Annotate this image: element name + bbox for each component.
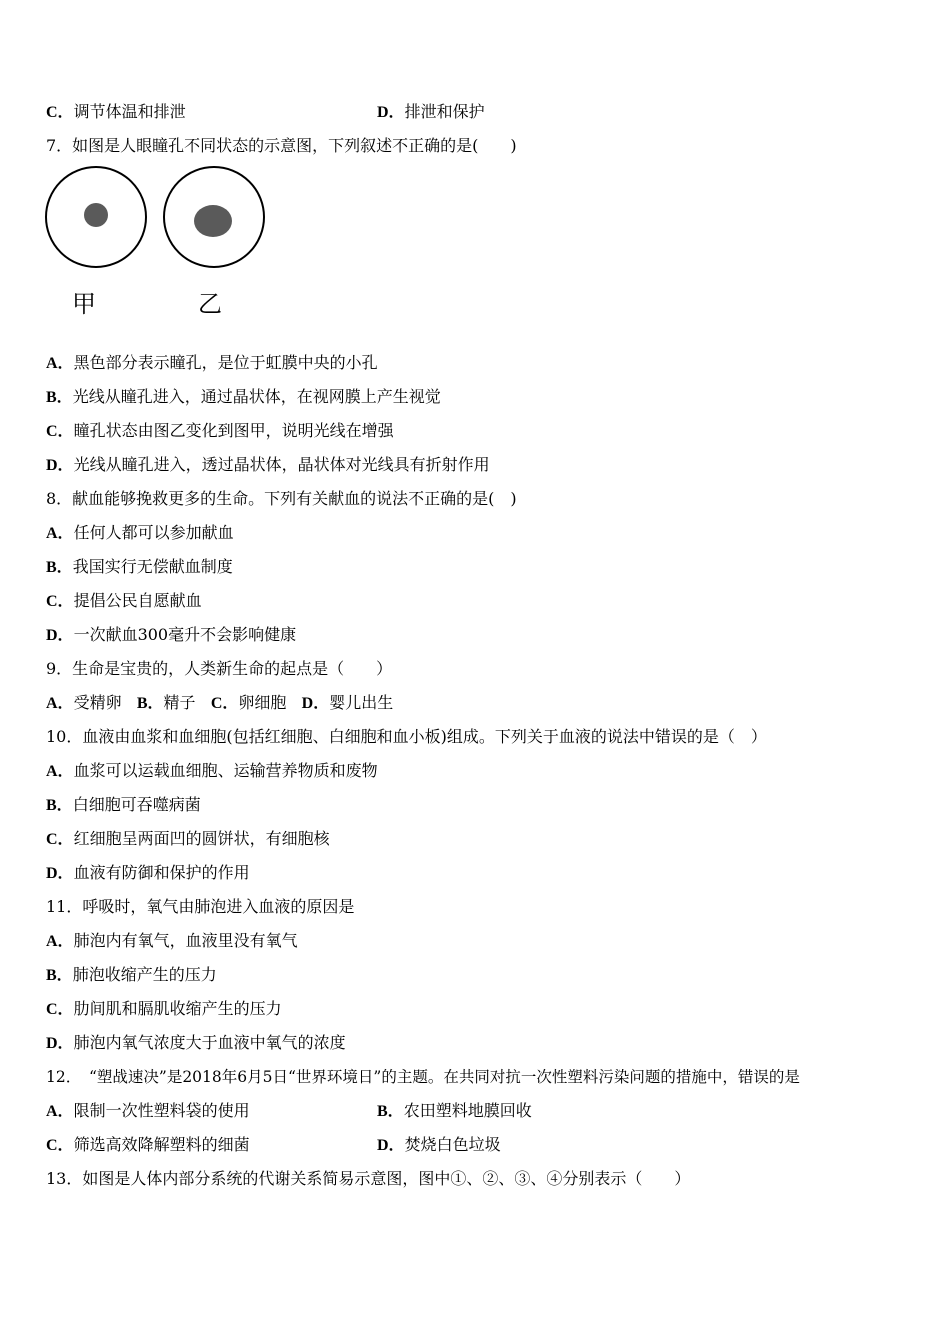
option-text: 红细胞呈两面凹的圆饼状，有细胞核 [73, 829, 330, 848]
q9-options-row [46, 693, 393, 714]
q10-stem: 10．血液由血浆和血细胞(包括红细胞、白细胞和血小板)组成。下列关于血液的说法中错误的是（ ） [46, 727, 767, 746]
option-text: 调节体温和排泄 [73, 102, 186, 121]
option-text: 肋间肌和膈肌收缩产生的压力 [73, 999, 282, 1018]
option-label: D． [377, 1137, 405, 1154]
q10-option-d [46, 863, 250, 884]
option-text: 限制一次性塑料袋的使用 [73, 1101, 250, 1120]
pupil-yi [194, 205, 232, 237]
q7-option-d [46, 455, 490, 476]
q11-stem: 11．呼吸时，氧气由肺泡进入血液的原因是 [46, 897, 355, 916]
q10-option-a [46, 761, 378, 782]
q10-option-c [46, 829, 330, 850]
option-label: A． [46, 763, 74, 780]
option-text: 光线从瞳孔进入，透过晶状体，晶状体对光线具有折射作用 [73, 455, 490, 474]
q12-option-b [377, 1101, 532, 1122]
option-label: A． [46, 355, 74, 372]
option-text: 肺泡内氧气浓度大于血液中氧气的浓度 [73, 1033, 346, 1052]
q8-option-a [46, 523, 234, 544]
option-label: C． [210, 695, 239, 712]
option-label: A． [46, 933, 74, 950]
option-text: 筛选高效降解塑料的细菌 [73, 1135, 250, 1154]
option-text: 婴儿出生 [329, 693, 394, 712]
q12-option-d [377, 1135, 501, 1156]
option-text: 血浆可以运载血细胞、运输营养物质和废物 [73, 761, 378, 780]
q8-option-c [46, 591, 202, 612]
option-label: A． [46, 1103, 74, 1120]
q8-option-b [46, 557, 233, 578]
option-text: 血液有防御和保护的作用 [73, 863, 250, 882]
option-label: B． [377, 1103, 404, 1120]
option-text: 光线从瞳孔进入，通过晶状体，在视网膜上产生视觉 [72, 387, 441, 406]
option-label: D． [301, 695, 330, 712]
q12-stem: 12． “塑战速决”是2018年6月5日“世界环境日”的主题。在共同对抗一次性塑料污染问题的措施中，错误的是 [46, 1068, 800, 1086]
option-label: B． [46, 389, 73, 406]
option-label: B． [46, 797, 73, 814]
q7-option-a [46, 353, 378, 374]
option-label: B． [46, 559, 73, 576]
figure-label-yi: 乙 [198, 290, 222, 318]
option-text: 一次献血300毫升不会影响健康 [73, 625, 297, 644]
option-label: C． [46, 831, 74, 848]
option-text: 肺泡收缩产生的压力 [72, 965, 217, 984]
option-text: 瞳孔状态由图乙变化到图甲，说明光线在增强 [73, 421, 394, 440]
q6-option-c [46, 102, 186, 123]
option-label: D． [46, 627, 74, 644]
option-text: 我国实行无偿献血制度 [72, 557, 233, 576]
q7-option-b [46, 387, 441, 408]
figure-label-jia: 甲 [72, 290, 96, 318]
option-label: A． [46, 525, 74, 542]
option-label: B． [46, 967, 73, 984]
q8-stem: 8．献血能够挽救更多的生命。下列有关献血的说法不正确的是( ) [46, 489, 517, 508]
option-text: 卵细胞 [238, 693, 287, 712]
option-label: C． [46, 1137, 74, 1154]
option-label: C． [46, 423, 74, 440]
option-text: 任何人都可以参加献血 [73, 523, 234, 542]
option-label: D． [46, 865, 74, 882]
q13-stem: 13．如图是人体内部分系统的代谢关系简易示意图，图中①、②、③、④分别表示（ ） [46, 1169, 691, 1188]
option-label: C． [46, 593, 74, 610]
q9-stem: 9．生命是宝贵的，人类新生命的起点是（ ） [46, 659, 393, 678]
option-text: 肺泡内有氧气，血液里没有氧气 [73, 931, 298, 950]
q7-stem: 7．如图是人眼瞳孔不同状态的示意图，下列叙述不正确的是( ) [46, 136, 517, 155]
pupil-jia [84, 203, 108, 227]
option-label: D． [46, 457, 74, 474]
option-label: D． [46, 1035, 74, 1052]
option-text: 受精卵 [73, 693, 122, 712]
q6-option-d [377, 102, 485, 123]
option-label: D． [377, 104, 405, 121]
option-text: 精子 [163, 693, 196, 712]
option-text: 白细胞可吞噬病菌 [72, 795, 201, 814]
q11-option-b [46, 965, 217, 986]
q10-option-b [46, 795, 201, 816]
q8-option-d [46, 625, 296, 646]
q11-option-c [46, 999, 282, 1020]
option-text: 黑色部分表示瞳孔，是位于虹膜中央的小孔 [73, 353, 378, 372]
option-text: 提倡公民自愿献血 [73, 591, 202, 610]
q12-option-c [46, 1135, 250, 1156]
option-label: C． [46, 104, 74, 121]
option-text: 焚烧白色垃圾 [404, 1135, 501, 1154]
q11-option-d [46, 1033, 346, 1054]
q7-option-c [46, 421, 394, 442]
q11-option-a [46, 931, 298, 952]
pupil-figure [40, 160, 280, 280]
option-text: 排泄和保护 [404, 102, 485, 121]
q12-option-a [46, 1101, 250, 1122]
option-label: C． [46, 1001, 74, 1018]
option-label: B． [136, 695, 164, 712]
option-text: 农田塑料地膜回收 [403, 1101, 532, 1120]
option-label: A． [46, 695, 74, 712]
